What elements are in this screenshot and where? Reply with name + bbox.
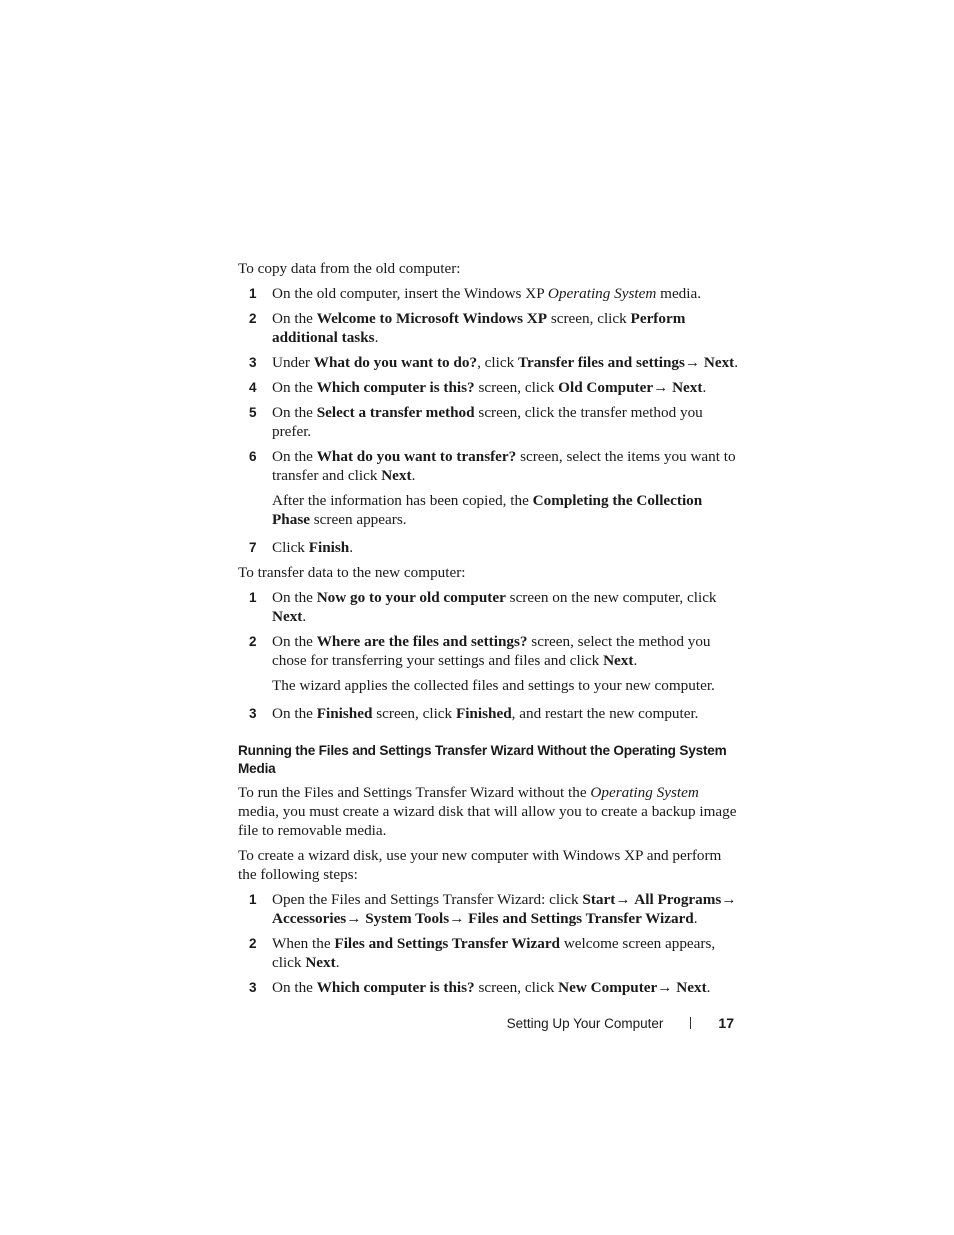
text-run: screen on the new computer, click: [505, 589, 717, 606]
ui-term: Finish: [308, 539, 350, 556]
text-run: screen, click: [474, 979, 559, 996]
text-run: .: [349, 539, 354, 556]
ui-term: Finished: [316, 705, 373, 722]
step-number: 3: [249, 980, 257, 995]
text-run: The wizard applies the collected files and settings to your new computer.: [272, 677, 715, 694]
text-run: Open the Files and Settings Transfer Wizard: click: [272, 891, 583, 908]
text-run: When the: [272, 935, 335, 952]
ui-term: Select a transfer method: [316, 404, 475, 421]
footer-separator: [690, 1017, 691, 1029]
step-text: [272, 309, 743, 347]
text-run: screen, select the method you chose for transferring your settings and files and click: [272, 633, 711, 669]
ui-term: Next: [272, 608, 303, 625]
text-run: .: [335, 954, 340, 971]
step-number: 5: [249, 405, 257, 420]
text-run: On the: [272, 705, 317, 722]
old-computer-steps: [238, 284, 743, 557]
ui-term: Where are the files and settings?: [316, 633, 528, 650]
list-item: [238, 447, 743, 532]
text-run: .: [411, 467, 416, 484]
text-run: →: [721, 891, 737, 908]
list-item: [238, 890, 743, 928]
step-instruction: [272, 704, 743, 723]
list-item: [238, 353, 743, 372]
text-run: .: [302, 608, 307, 625]
step-number: 3: [249, 706, 257, 721]
ui-term: Next: [672, 379, 703, 396]
ui-term: Next: [305, 954, 336, 971]
ui-term: All Programs: [634, 891, 722, 908]
page-number: 17: [718, 1015, 734, 1031]
step-instruction: [272, 447, 743, 485]
ui-term: What do you want to transfer?: [316, 448, 517, 465]
step-number: 7: [249, 540, 257, 555]
emphasis-text: Operating System: [547, 285, 657, 302]
list-item: [238, 978, 743, 997]
text-run: →: [657, 979, 677, 996]
ui-term: New Computer: [558, 979, 658, 996]
ui-term: Accessories: [272, 910, 347, 927]
step-text: [272, 538, 743, 557]
intro-new-computer: To transfer data to the new computer:: [238, 564, 466, 581]
list-item: [238, 309, 743, 347]
list-item: [238, 704, 743, 723]
step-text: [272, 890, 743, 928]
text-run: On the: [272, 448, 317, 465]
section-paragraph-1: [238, 783, 743, 840]
ui-term: Files and Settings Transfer Wizard: [468, 910, 694, 927]
section-paragraph-2: To create a wizard disk, use your new computer with Windows XP and perform the following steps:: [238, 847, 722, 883]
text-run: .: [734, 354, 739, 371]
list-item: [238, 588, 743, 626]
step-instruction: [272, 378, 743, 397]
step-number: 2: [249, 936, 257, 951]
step-number: 6: [249, 449, 257, 464]
text-run: media, you must create a wizard disk that will allow you to create a backup image file to removable media.: [238, 803, 737, 839]
text-run: →: [449, 910, 469, 927]
step-instruction: [272, 353, 743, 372]
step-text: [272, 353, 743, 372]
list-item: [238, 632, 743, 698]
ui-term: Old Computer: [558, 379, 654, 396]
step-text: [272, 447, 743, 532]
step-text: [272, 588, 743, 626]
page-body: [238, 259, 743, 1003]
text-run: screen, select the items you want to transfer and click: [272, 448, 736, 484]
step-instruction: [272, 538, 743, 557]
text-run: Under: [272, 354, 314, 371]
ui-term: Next: [676, 979, 707, 996]
step-number: 1: [249, 286, 257, 301]
ui-term: Files and Settings Transfer Wizard: [334, 935, 561, 952]
text-run: screen, click: [474, 379, 559, 396]
text-run: →: [653, 379, 673, 396]
intro-old-computer: To copy data from the old computer:: [238, 260, 461, 277]
step-text: [272, 284, 743, 303]
list-item: [238, 403, 743, 441]
text-run: On the: [272, 633, 317, 650]
step-text: [272, 978, 743, 997]
step-instruction: [272, 890, 743, 928]
text-run: .: [374, 329, 379, 346]
step-instruction: [272, 934, 743, 972]
text-run: .: [706, 979, 711, 996]
ui-term: Transfer files and settings: [517, 354, 685, 371]
ui-term: Welcome to Microsoft Windows XP: [316, 310, 548, 327]
step-text: [272, 378, 743, 397]
ui-term: What do you want to do?: [313, 354, 478, 371]
list-item: [238, 378, 743, 397]
list-item: [238, 934, 743, 972]
text-run: , and restart the new computer.: [511, 705, 699, 722]
emphasis-text: Operating System: [590, 784, 699, 801]
ui-term: Which computer is this?: [316, 979, 475, 996]
text-run: →: [346, 910, 366, 927]
step-instruction: [272, 309, 743, 347]
text-run: screen, click the transfer method you prefer.: [272, 404, 703, 440]
ui-term: Next: [381, 467, 412, 484]
ui-term: Perform additional tasks: [272, 310, 686, 346]
step-instruction: [272, 632, 743, 670]
text-run: On the: [272, 589, 317, 606]
step-number: 4: [249, 380, 257, 395]
section-heading: Running the Files and Settings Transfer Wizard Without the Operating System Media: [238, 743, 727, 776]
step-text: [272, 632, 743, 698]
wizard-disk-steps: [238, 890, 743, 997]
text-run: On the: [272, 310, 317, 327]
step-number: 3: [249, 355, 257, 370]
new-computer-steps: [238, 588, 743, 723]
step-instruction: [272, 284, 743, 303]
text-run: On the old computer, insert the Windows XP: [272, 285, 548, 302]
text-run: screen appears.: [309, 511, 407, 528]
text-run: On the: [272, 979, 317, 996]
step-instruction: [272, 978, 743, 997]
step-note: [272, 491, 743, 529]
text-run: →: [684, 354, 704, 371]
text-run: To run the Files and Settings Transfer Wizard without the: [238, 784, 591, 801]
text-run: media.: [656, 285, 702, 302]
ui-term: Finished: [455, 705, 512, 722]
footer-section-title: Setting Up Your Computer: [506, 1015, 664, 1031]
step-text: [272, 704, 743, 723]
text-run: .: [693, 910, 698, 927]
list-item: [238, 538, 743, 557]
text-run: screen, click: [372, 705, 456, 722]
step-instruction: [272, 403, 743, 441]
text-run: screen, click: [547, 310, 631, 327]
ui-term: Which computer is this?: [316, 379, 475, 396]
text-run: , click: [477, 354, 518, 371]
ui-term: Completing the Collection Phase: [272, 492, 703, 528]
step-number: 1: [249, 590, 257, 605]
text-run: .: [633, 652, 638, 669]
step-number: 1: [249, 892, 257, 907]
text-run: On the: [272, 379, 317, 396]
text-run: .: [702, 379, 707, 396]
text-run: Click: [272, 539, 309, 556]
text-run: →: [615, 891, 635, 908]
ui-term: Now go to your old computer: [316, 589, 506, 606]
step-note: [272, 676, 743, 695]
step-text: [272, 934, 743, 972]
step-number: 2: [249, 634, 257, 649]
step-instruction: [272, 588, 743, 626]
ui-term: Next: [703, 354, 735, 371]
ui-term: Next: [603, 652, 634, 669]
ui-term: Start: [582, 891, 616, 908]
step-number: 2: [249, 311, 257, 326]
text-run: On the: [272, 404, 317, 421]
text-run: welcome screen appears, click: [272, 935, 716, 971]
page-footer: [507, 1015, 734, 1031]
step-text: [272, 403, 743, 441]
text-run: After the information has been copied, the: [272, 492, 533, 509]
ui-term: System Tools: [365, 910, 450, 927]
list-item: [238, 284, 743, 303]
